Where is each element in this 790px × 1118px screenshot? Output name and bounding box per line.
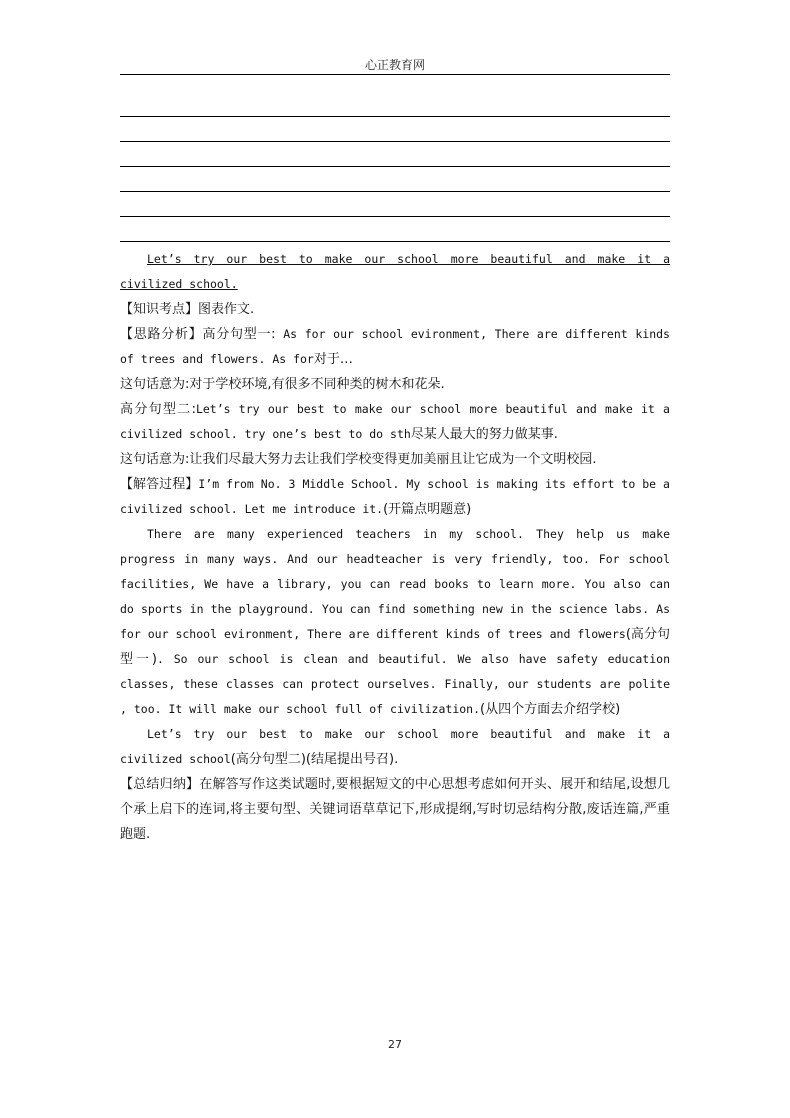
answer-line: [120, 191, 670, 192]
summary: [120, 772, 670, 847]
solution-paragraph-3: [120, 722, 670, 772]
conclusion-sentence: Let’s try our best to make our school more beautiful and make it a civilized school.: [120, 252, 670, 291]
sentence2-gloss: 尽某人最大的努力做某事.: [410, 427, 558, 442]
answer-line: [120, 116, 670, 117]
answer-line: [120, 166, 670, 167]
page-number: 27: [388, 1038, 402, 1051]
para2-en-cont: . So our school is clean and beautiful. We also have safety education classes, these classes can protect ourselves. Finally, our students are polite , too. It will make our school full of civilization.: [120, 652, 670, 716]
sentence2-label: 高分句型二:: [120, 402, 196, 417]
analysis-sentence-2: [120, 397, 670, 447]
answer-line: [120, 216, 670, 217]
content-body: [120, 247, 670, 847]
header-rule: [120, 74, 670, 75]
sentence2-en: Let’s try our best to make our school more beautiful and make it a civilized school. try one’s best to do sth: [120, 402, 670, 441]
knowledge-point-text: 图表作文.: [198, 302, 255, 317]
sentence2-meaning: 这句话意为:让我们尽最大努力去让我们学校变得更加美丽且让它成为一个文明校园.: [120, 452, 597, 467]
para2-en: There are many experienced teachers in my school. They help us make progress in many ways. And our headteacher is very friendly, too. For school facilities, We have a library, you can read books to learn more. You also can do sports in the playground. You can find something new in the science labs. As for our school evironment, There are different kinds of trees and flowers: [120, 527, 670, 641]
summary-tag: 【总结归纳】: [120, 777, 200, 792]
knowledge-point-tag: 【知识考点】: [120, 302, 199, 317]
solution-opening: [120, 472, 670, 522]
sentence1-label: 高分句型一:: [202, 327, 276, 342]
para2-note1: (高分句型一): [120, 627, 671, 667]
para3-en: Let’s try our best to make our school more beautiful and make it a civilized school: [120, 727, 670, 766]
sentence1-gloss: 对于…: [313, 352, 353, 367]
para3-note: (高分句型二)(结尾提出号召).: [230, 752, 399, 767]
analysis-sentence-1: [120, 322, 670, 372]
page-header-title: 心正教育网: [364, 58, 425, 72]
answer-line: [120, 141, 670, 142]
solution-opening-note: (开篇点明题意): [383, 502, 472, 517]
para2-note2: (从四个方面去介绍学校): [480, 702, 621, 717]
summary-text: 在解答写作这类试题时,要根据短文的中心思想考虑如何开头、展开和结尾,设想几个承上启下的连词,将主要句型、关键词语草草记下,形成提纲,写时切忌结构分散,废话连篇,严重跑题.: [120, 777, 670, 842]
solution-paragraph-2: [120, 522, 670, 722]
sentence1-meaning: 这句话意为:对于学校环境,有很多不同种类的树木和花朵.: [120, 377, 445, 392]
answer-line: [120, 241, 670, 242]
knowledge-point: [120, 297, 670, 322]
sentence1-en: As for our school evironment, There are different kinds of trees and flowers. As for: [120, 327, 670, 366]
solution-opening-en: I’m from No. 3 Middle School. My school is making its effort to be a civilized school. Let me introduce it.: [120, 477, 670, 516]
solution-tag: 【解答过程】: [120, 477, 199, 492]
analysis-tag: 【思路分析】: [120, 327, 203, 342]
